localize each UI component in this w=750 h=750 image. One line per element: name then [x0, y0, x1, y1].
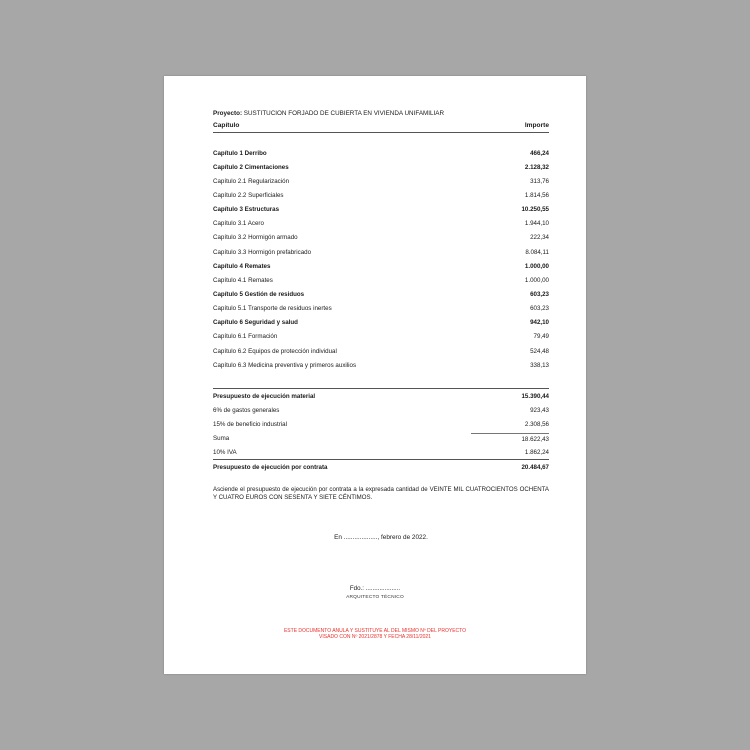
table-header — [213, 121, 549, 133]
row-amount: 1.000,00 — [524, 276, 549, 284]
summary-label: 6% de gastos generales — [213, 406, 280, 414]
stamp-line-1: ESTE DOCUMENTO ANULA Y SUSTITUYE AL DEL MISMO Nº DEL PROYECTO — [283, 628, 467, 634]
summary-label: Presupuesto de ejecución por contrata — [213, 463, 328, 471]
row-amount: 10.250,55 — [521, 206, 549, 214]
signature-title: ARQUITECTO TÉCNICO — [346, 595, 404, 600]
document-content — [213, 110, 549, 541]
row-label: Capítulo 2.2 Superficiales — [213, 191, 284, 199]
summary-label: Presupuesto de ejecución material — [213, 392, 316, 400]
row-label: Capítulo 4.1 Remates — [213, 276, 273, 284]
table-row — [213, 203, 549, 217]
amount-in-words-paragraph: Asciende el presupuesto de ejecución por contrata a la expresada cantidad de VEINTE MIL CUATROCIENTOS OCHENTA Y CUATRO EUROS CON SESENTA Y SIETE CÉNTIMOS. — [213, 486, 549, 502]
table-row — [213, 358, 549, 372]
row-label: Capítulo 5.1 Transporte de residuos inertes — [213, 305, 332, 313]
row-amount: 338,13 — [530, 361, 549, 369]
column-chapter-header: Capítulo — [213, 122, 240, 129]
summary-amount: 18.622,43 — [471, 433, 549, 443]
project-value: SUSTITUCION FORJADO DE CUBIERTA EN VIVIENDA UNIFAMILIAR — [243, 110, 445, 117]
row-label: Capítulo 3.3 Hormigón prefabricado — [213, 248, 312, 256]
summary-block — [213, 388, 549, 474]
row-amount: 524,48 — [530, 347, 549, 355]
row-label: Capítulo 6.2 Equipos de protección individual — [213, 347, 337, 355]
chapter-table — [213, 146, 549, 372]
row-label: Capítulo 5 Gestión de residuos — [213, 290, 305, 298]
row-label: Capítulo 6.3 Medicina preventiva y primeros auxilios — [213, 361, 357, 369]
place-date-line: En ..................., febrero de 2022. — [334, 534, 428, 542]
table-row — [213, 188, 549, 202]
row-label: Capítulo 3.1 Acero — [213, 220, 264, 228]
signature-line: Fdo.: .................... — [349, 585, 401, 592]
table-row — [213, 259, 549, 273]
column-amount-header: Importe — [524, 122, 549, 129]
row-amount: 1.814,56 — [524, 191, 549, 199]
table-row — [213, 287, 549, 301]
table-row — [213, 160, 549, 174]
summary-amount: 2.308,56 — [524, 420, 549, 428]
table-row — [213, 245, 549, 259]
summary-row-iva — [213, 445, 549, 459]
stamp-line-2: VISADO CON Nº 2021/2878 Y FECHA 28/11/2021 — [319, 634, 431, 641]
summary-label: Suma — [213, 434, 230, 442]
project-line — [213, 110, 549, 118]
row-amount: 2.128,32 — [524, 163, 549, 171]
row-label: Capítulo 2 Cimentaciones — [213, 163, 289, 171]
table-row — [213, 273, 549, 287]
summary-row-pec — [213, 459, 549, 474]
table-row — [213, 231, 549, 245]
row-amount: 1.944,10 — [524, 220, 549, 228]
table-row — [213, 316, 549, 330]
summary-row-suma — [213, 431, 549, 445]
summary-amount: 1.862,24 — [524, 448, 549, 456]
summary-row-gastos-generales — [213, 403, 549, 417]
summary-label: 10% IVA — [213, 448, 237, 456]
table-row — [213, 330, 549, 344]
summary-label: 15% de beneficio industrial — [213, 420, 287, 428]
project-label: Proyecto: — [213, 110, 243, 117]
row-amount: 222,34 — [530, 234, 549, 242]
row-amount: 8.084,11 — [525, 248, 549, 256]
row-amount: 1.000,00 — [524, 262, 549, 270]
row-amount: 603,23 — [530, 290, 549, 298]
summary-amount: 15.390,44 — [521, 392, 549, 400]
table-row — [213, 302, 549, 316]
table-row — [213, 344, 549, 358]
row-label: Capítulo 4 Remates — [213, 262, 271, 270]
document-page — [164, 76, 586, 674]
row-amount: 313,76 — [530, 177, 549, 185]
row-label: Capítulo 3 Estructuras — [213, 206, 280, 214]
summary-amount: 20.484,67 — [521, 463, 549, 471]
summary-row-beneficio-industrial — [213, 417, 549, 431]
table-row — [213, 174, 549, 188]
row-amount: 466,24 — [530, 149, 549, 157]
row-label: Capítulo 6 Seguridad y salud — [213, 319, 298, 327]
row-amount: 942,10 — [530, 319, 549, 327]
row-label: Capítulo 2.1 Regularización — [213, 177, 290, 185]
table-row — [213, 146, 549, 160]
row-label: Capítulo 6.1 Formación — [213, 333, 278, 341]
visado-stamp — [164, 628, 586, 640]
row-amount: 603,23 — [530, 305, 549, 313]
row-label: Capítulo 3.2 Hormigón armado — [213, 234, 298, 242]
row-label: Capítulo 1 Derribo — [213, 149, 267, 157]
table-row — [213, 217, 549, 231]
summary-amount: 923,43 — [530, 406, 549, 414]
summary-row-pem — [213, 389, 549, 403]
row-amount: 79,49 — [533, 333, 549, 341]
